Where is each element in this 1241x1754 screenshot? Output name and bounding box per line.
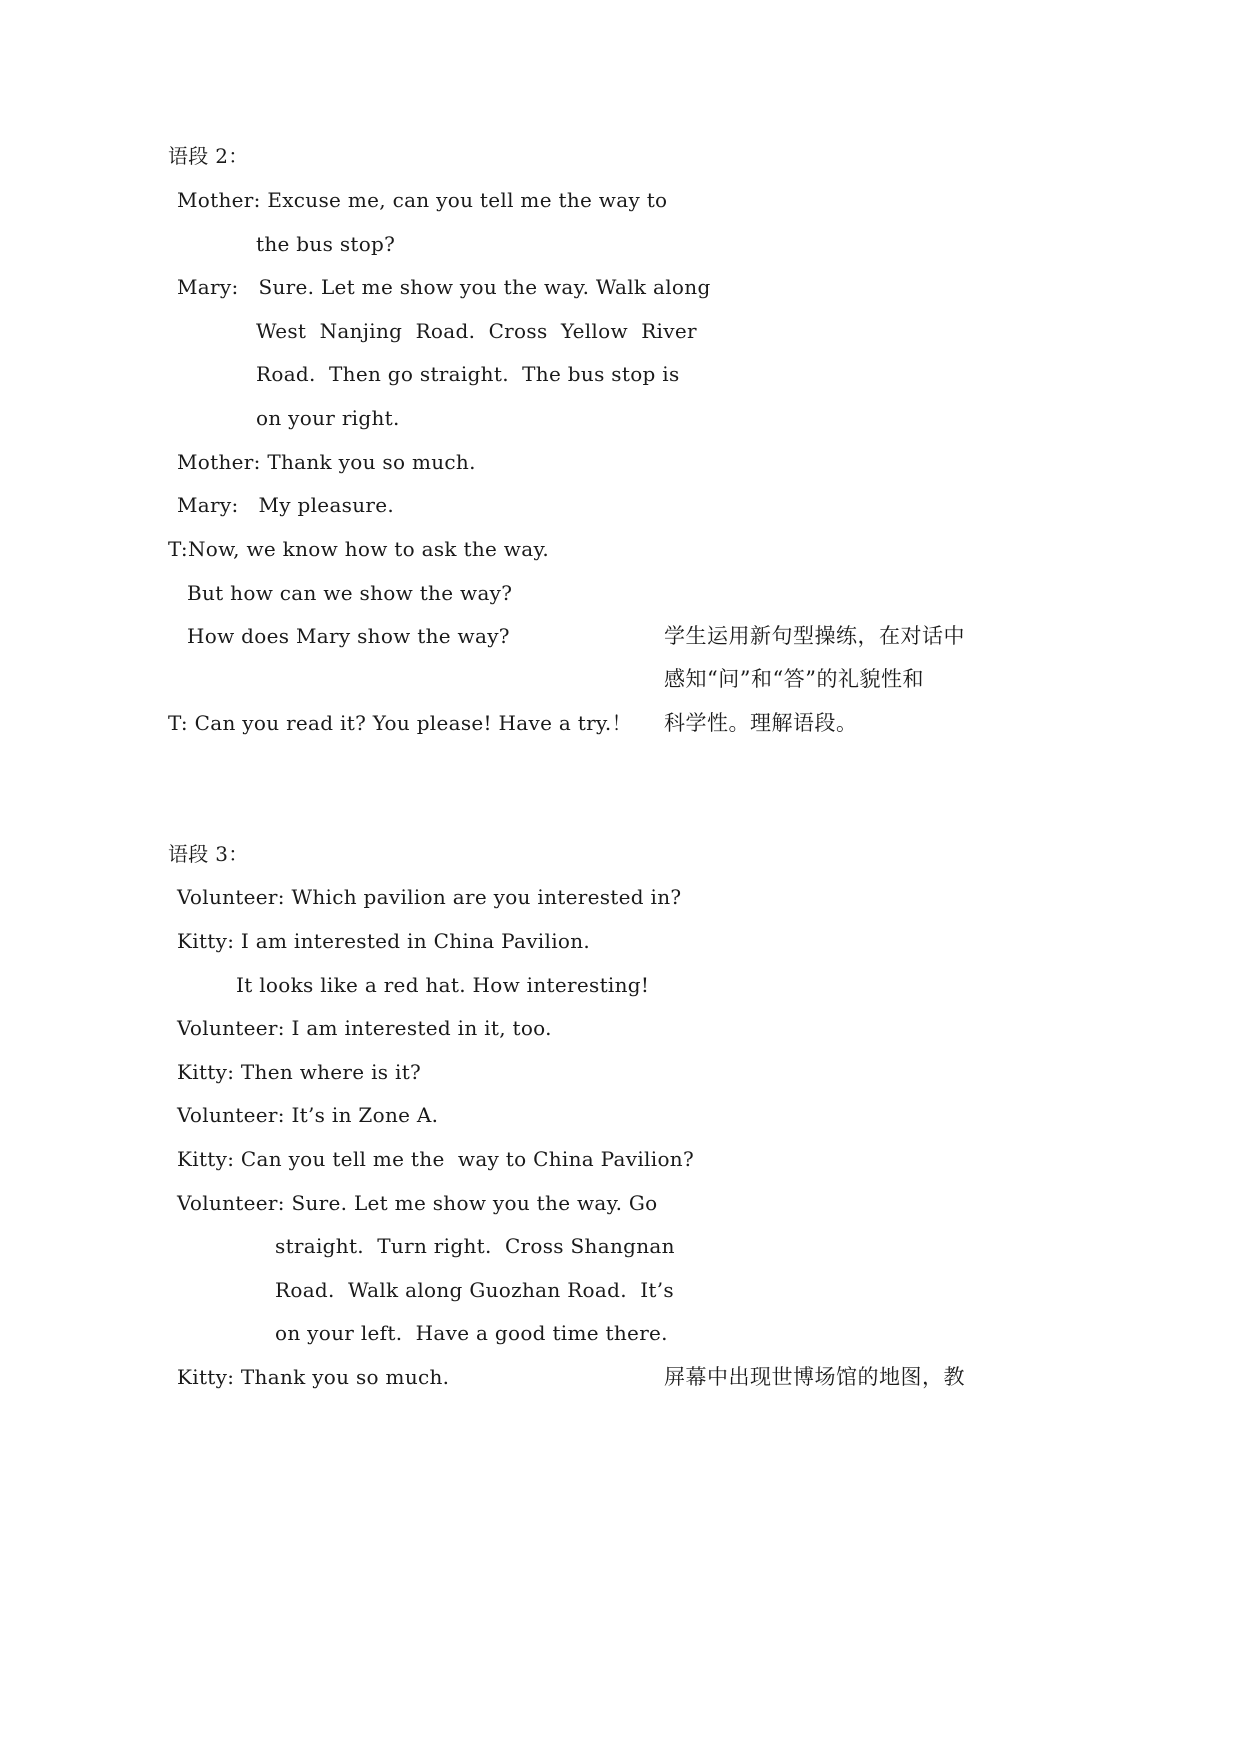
- dialogue-line: West Nanjing Road. Cross Yellow River: [256, 319, 697, 343]
- dialogue-line: Mary: My pleasure.: [177, 493, 395, 517]
- dialogue-line: Mother: Excuse me, can you tell me the way to: [177, 188, 668, 212]
- section-3-heading: 语段 3：: [168, 842, 249, 866]
- section-2-note-line: 科学性。理解语段。: [664, 711, 858, 735]
- section-2-note-line: 感知“问”和“答”的礼貌性和: [664, 667, 924, 691]
- teacher-line: T:Now, we know how to ask the way.: [168, 537, 550, 561]
- dialogue-line: Road. Then go straight. The bus stop is: [256, 362, 680, 386]
- dialogue-line: the bus stop?: [256, 232, 396, 256]
- dialogue-line: Mother: Thank you so much.: [177, 450, 476, 474]
- dialogue-line: Kitty: I am interested in China Pavilion.: [177, 929, 591, 953]
- dialogue-line: straight. Turn right. Cross Shangnan: [275, 1234, 675, 1258]
- dialogue-line: Volunteer: It’s in Zone A.: [177, 1103, 439, 1127]
- section-2-heading: 语段 2：: [168, 144, 249, 168]
- teacher-line: But how can we show the way?: [187, 581, 513, 605]
- dialogue-line: Kitty: Then where is it?: [177, 1060, 422, 1084]
- teacher-line: How does Mary show the way?: [187, 624, 510, 648]
- dialogue-line: It looks like a red hat. How interesting!: [236, 973, 650, 997]
- dialogue-line: Mary: Sure. Let me show you the way. Walk along: [177, 275, 711, 299]
- dialogue-line: Volunteer: Sure. Let me show you the way. Go: [177, 1191, 658, 1215]
- dialogue-line: Kitty: Can you tell me the way to China Pavilion?: [177, 1147, 694, 1171]
- teacher-line: T: Can you read it? You please! Have a try.！: [168, 711, 632, 735]
- section-3-note-line: 屏幕中出现世博场馆的地图，教: [664, 1365, 965, 1389]
- section-2-note-line: 学生运用新句型操练，在对话中: [664, 624, 965, 648]
- dialogue-line: Road. Walk along Guozhan Road. It’s: [275, 1278, 674, 1302]
- dialogue-line: on your right.: [256, 406, 400, 430]
- dialogue-line: Volunteer: I am interested in it, too.: [177, 1016, 552, 1040]
- dialogue-line: Kitty: Thank you so much.: [177, 1365, 450, 1389]
- dialogue-line: on your left. Have a good time there.: [275, 1321, 668, 1345]
- dialogue-line: Volunteer: Which pavilion are you interested in?: [177, 885, 682, 909]
